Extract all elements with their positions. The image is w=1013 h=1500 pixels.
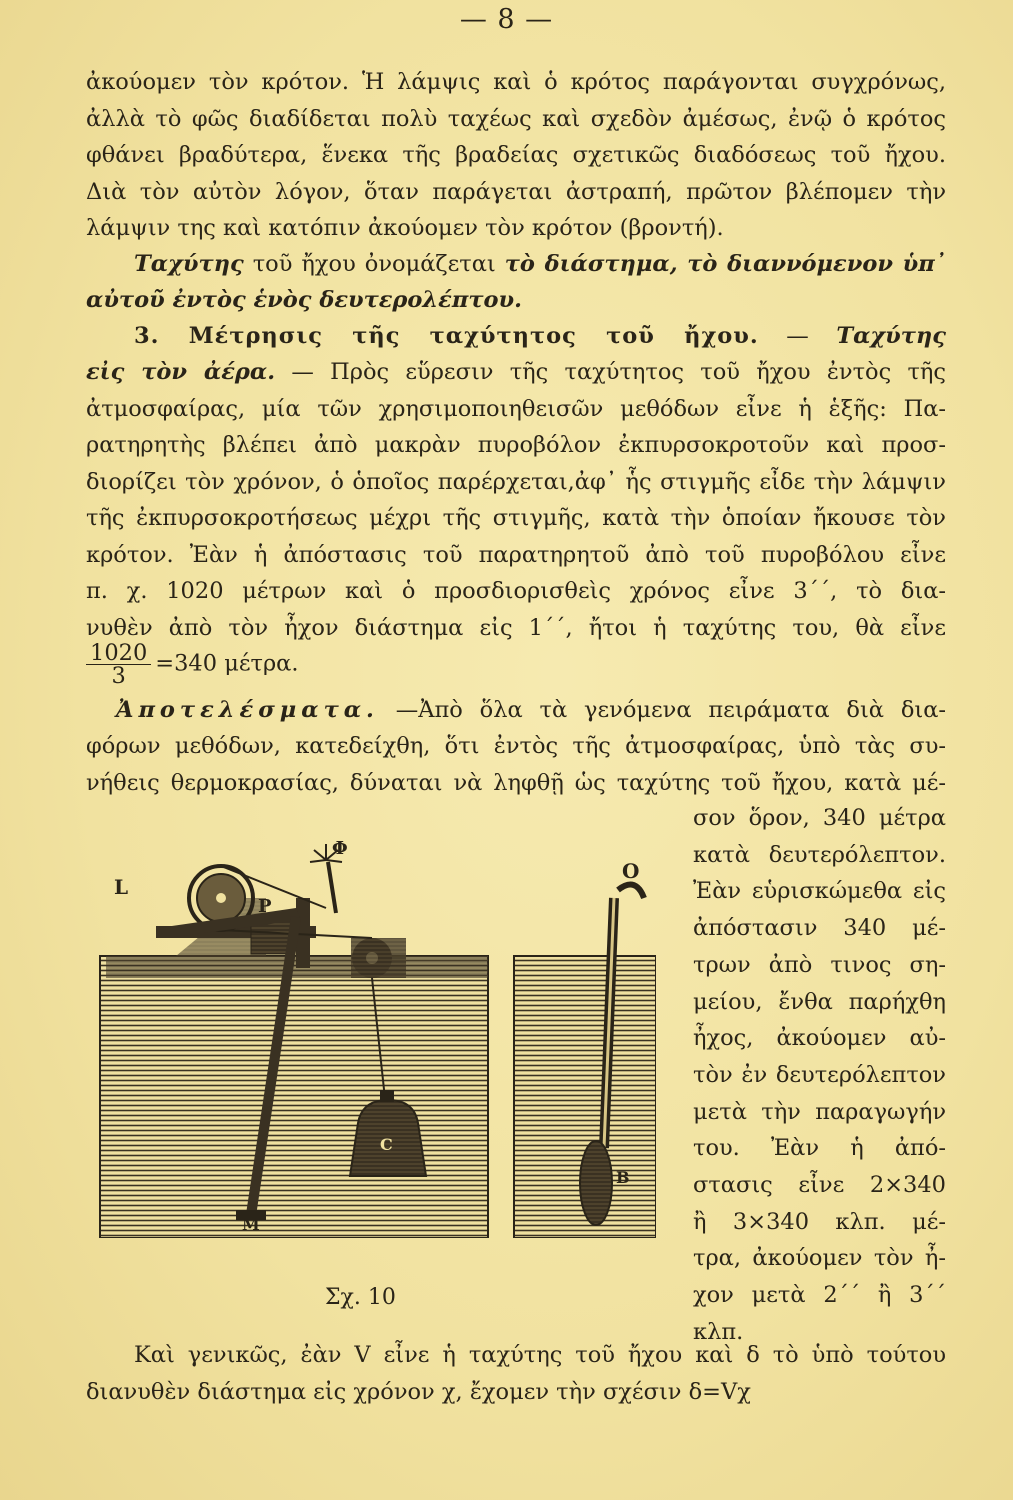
fraction-numerator: 1020 [86, 642, 151, 665]
figure-label-Phi: Φ [332, 838, 348, 859]
text-line: φθάνει βραδύτερα, ἕνεκα τῆς βραδείας σχετικῶς διαδόσεως τοῦ ἤχου. [86, 142, 946, 168]
text-line: ἀτμοσφαίρας, μία τῶν χρησιμοποιηθεισῶν μεθόδων εἶνε ἡ ἑξῆς: Πα- [86, 395, 946, 422]
text-line: νήθεις θερμοκρασίας, δύναται νὰ ληφθῇ ὡς ταχύτης τοῦ ἤχου, κατὰ μέ- [86, 769, 946, 796]
results-heading: Ἀποτελέσματα. [116, 697, 379, 723]
definition-paragraph-cont [86, 282, 946, 319]
definition-text: τοῦ ἤχου ὀνομάζεται [243, 251, 505, 277]
figure-10-illustration [96, 838, 656, 1238]
page-number: — 8 — [459, 4, 554, 35]
figure-label-M: M [242, 1215, 260, 1234]
figure-label-O: O [622, 859, 640, 883]
closing-paragraph [86, 1337, 946, 1410]
definition-term: Ταχύτης [134, 251, 244, 277]
text-line: ἀκούομεν τὸν κρότον. Ἡ λάμψις καὶ ὁ κρότος παράγονται συγχρόνως, [86, 69, 946, 95]
section-heading: 3. Μέτρησις τῆς ταχύτητος τοῦ ἤχου. [134, 323, 759, 349]
definition-bold: αὐτοῦ ἐντὸς ἑνὸς δευτερολέπτου. [86, 287, 522, 313]
text-line: ρατηρητὴς βλέπει ἀπὸ μακρὰν πυροβόλον ἐκπυρσοκροτοῦν καὶ προσ- [86, 432, 946, 458]
section-3-heading-line: 3. Μέτρησις τῆς ταχύτητος τοῦ ἤχου. — Ταχύτης [134, 323, 946, 349]
text-line: λάμψιν της καὶ κατόπιν ἀκούομεν τὸν κρότον (βροντή). [86, 215, 724, 241]
text-line: νυθὲν ἀπὸ τὸν ἦχον διάστημα εἰς 1΄΄, ἤτοι ἡ ταχύτης του, θὰ εἶνε [86, 614, 946, 641]
intro-paragraph [86, 64, 946, 247]
text-line: διανυθὲν διάστημα εἰς χρόνον χ, ἔχομεν τὴν σχέσιν δ=Vχ [86, 1378, 751, 1405]
results-body [86, 728, 946, 801]
definition-bold: τὸ διάστημα, τὸ διαννόμενον ὑπ᾿ [504, 251, 946, 277]
fraction-result: =340 μέτρα. [155, 650, 299, 677]
text-line: διορίζει τὸν χρόνον, ὁ ὁποῖος παρέρχεται,ἀφ᾿ ἧς στιγμῆς εἶδε τὴν λάμψιν [86, 468, 946, 495]
text-line: ἀλλὰ τὸ φῶς διαδίδεται πολὺ ταχέως καὶ σχεδὸν ἀμέσως, ἐνῷ ὁ κρότος [86, 105, 946, 132]
fraction [86, 642, 151, 687]
results-right-column: σον ὅρον, 340 μέτρα κατὰ δευτερόλεπτον. Ἐὰν εὑρισκώμεθα εἰς ἀπόστασιν 340 μέ- τρων ἀπὸ τινος ση- μείου, ἔνθα παρήχθη ἦχος, ἀκούομεν αὐ- τὸν ἐν δευτερόλεπτον μετὰ τὴν παραγωγήν του. Ἐὰν ἡ ἀπό- στασις εἶνε 2×340 ἢ 3×340 κλπ. μέ- τρα, ἀκούομεν τὸν ἦ- χον μετὰ 2΄΄ ἢ 3΄΄ κλπ. [693, 805, 946, 1345]
section-subheading: εἰς τὸν ἀέρα. [86, 359, 276, 385]
definition-paragraph [86, 246, 946, 283]
figure-label-B: B [616, 1168, 630, 1187]
apparatus-engraving [96, 838, 656, 1238]
text-line: Καὶ γενικῶς, ἐὰν V εἶνε ἡ ταχύτης τοῦ ἤχου καὶ δ τὸ ὑπὸ τούτου [134, 1342, 946, 1368]
text-line: κρότον. Ἐὰν ἡ ἀπόστασις τοῦ παρατηρητοῦ ἀπὸ τοῦ πυροβόλου εἶνε [86, 541, 946, 568]
figure-label-L: L [114, 875, 129, 899]
text-line: π. χ. 1020 μέτρων καὶ ὁ προσδιορισθεὶς χρόνος εἶνε 3΄΄, τὸ δια- [86, 578, 946, 604]
text-line: φόρων μεθόδων, κατεδείχθη, ὅτι ἐντὸς τῆς ἀτμοσφαίρας, ὑπὸ τὰς συ- [86, 733, 946, 759]
figure-label-P: P [258, 896, 272, 917]
section-subheading: Ταχύτης [836, 323, 946, 349]
figure-label-C: C [380, 1135, 393, 1154]
fraction-denominator: 3 [111, 663, 126, 689]
text-line: Διὰ τὸν αὐτὸν λόγον, ὅταν παράγεται ἀστραπή, πρῶτον βλέπομεν τὴν [86, 178, 946, 205]
fraction-line [86, 642, 946, 687]
text-line: τῆς ἐκπυρσοκροτήσεως μέχρι τῆς στιγμῆς, κατὰ τὴν ὁποίαν ἤκουσε τὸν [86, 505, 946, 531]
figure-caption: Σχ. 10 [325, 1285, 396, 1310]
section-3-body: εἰς τὸν ἀέρα. — Πρὸς εὕρεσιν τῆς ταχύτητος τοῦ ἤχου ἐντὸς τῆς ἀτμοσφαίρας, μία τῶν χρησιμοποιηθεισῶν μεθόδων εἶνε ἡ ἑξῆς: Πα- ρατηρητὴς βλέπει ἀπὸ μακρὰν πυροβόλον ἐκπυρσοκροτοῦν καὶ προσ- διορίζει τὸν χρόνον, ὁ ὁποῖος παρέρχεται,ἀφ᾿ ἧς στιγμῆς εἶδε τὴν λάμψιν τῆς ἐκπυρσοκροτήσεως μέχρι τῆς στιγμῆς, κατὰ τὴν ὁποίαν ἤκουσε τὸν κρότον. Ἐὰν ἡ ἀπόστασις τοῦ παρατηρητοῦ ἀπὸ τοῦ πυροβόλου εἶνε π. χ. 1020 μέτρων καὶ ὁ προσδιορισθεὶς χρόνος εἶνε 3΄΄, τὸ δια- νυθὲν ἀπὸ τὸν ἦχον διάστημα εἰς 1΄΄, ἤτοι ἡ ταχύτης του, θὰ εἶνε [86, 354, 946, 646]
results-first-line: Ἀποτελέσματα. —Ἀπὸ ὅλα τὰ γενόμενα πειράματα διὰ δια- [116, 697, 946, 723]
